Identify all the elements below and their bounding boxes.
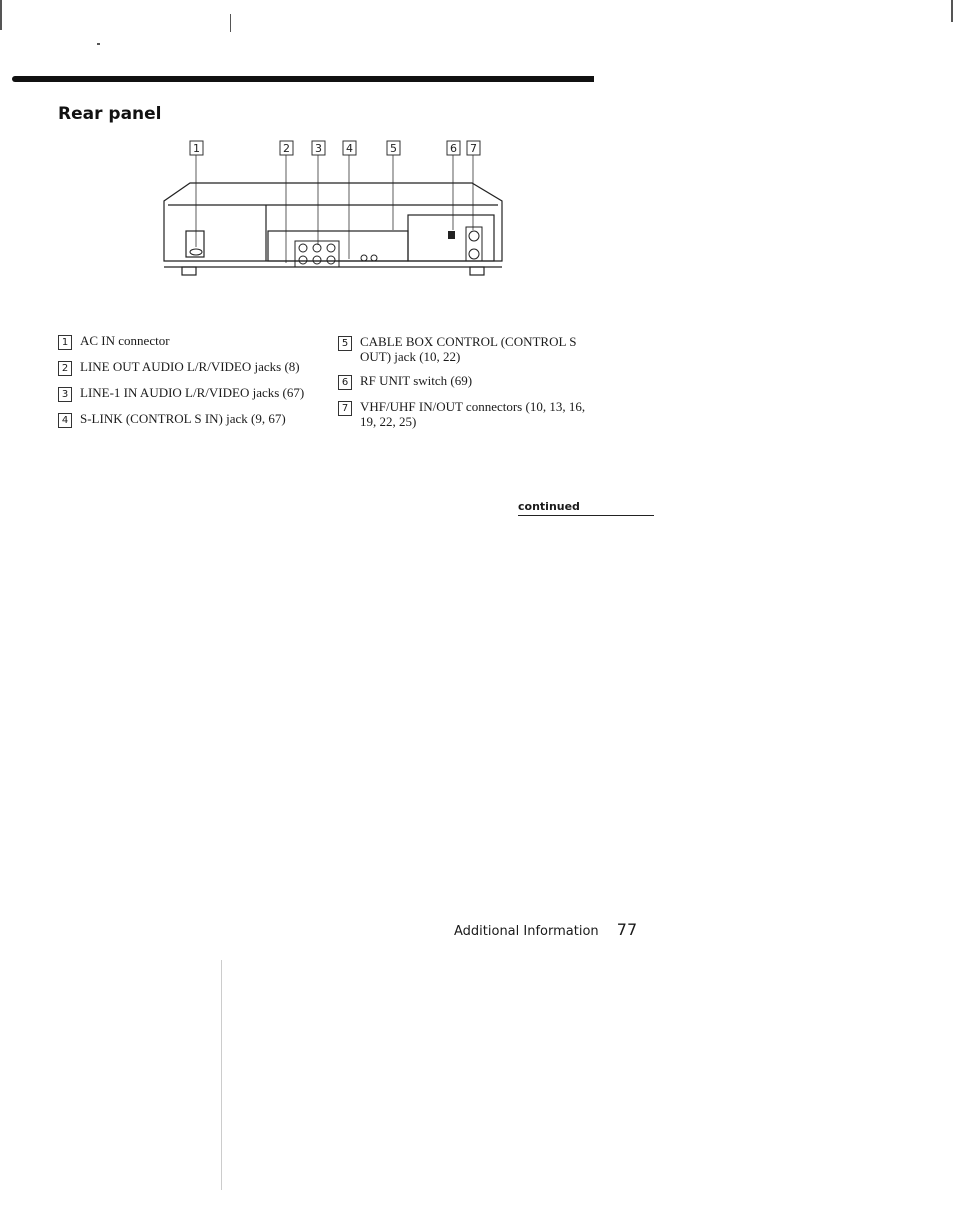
rear-panel-diagram [150,135,520,285]
legend-text: LINE OUT AUDIO L/R/VIDEO jacks (8) [80,359,300,374]
continued-rule [518,515,654,516]
callout-6 [447,141,460,155]
legend-number: 5 [338,336,352,351]
section-title: Rear panel [58,104,162,124]
legend-text: AC IN connector [80,333,170,348]
legend-text: VHF/UHF IN/OUT connectors (10, 13, 16, 19, 22, 25) [360,399,586,429]
legend-item [58,411,318,428]
footer-section: Additional Information [454,924,599,939]
legend-item [58,333,318,350]
scan-artifact [97,43,100,45]
legend-text: LINE-1 IN AUDIO L/R/VIDEO jacks (67) [80,385,305,400]
legend-number: 7 [338,401,352,416]
legend-number: 1 [58,335,72,350]
legend-number: 4 [58,413,72,428]
legend-item [338,334,598,364]
callout-4 [343,141,356,155]
scan-artifact [221,960,222,1190]
scan-edge-mark [951,0,953,22]
vcr-body [164,183,502,275]
legend-number: 3 [58,387,72,402]
vhf-uhf-connectors [466,227,482,261]
svg-text:2: 2 [283,142,290,155]
callout-7 [467,141,480,155]
s-link-jacks [361,255,377,261]
svg-text:4: 4 [346,142,353,155]
ac-in-connector [190,249,202,255]
audio-video-jacks [295,241,339,267]
legend-text: RF UNIT switch (69) [360,373,473,388]
legend-number: 6 [338,375,352,390]
legend-text: CABLE BOX CONTROL (CONTROL S OUT) jack (10, 22) [360,334,577,364]
page-number: 77 [616,920,638,939]
legend-item [58,359,318,376]
scan-edge-mark [0,0,2,30]
legend-item [338,399,598,429]
callout-3 [312,141,325,155]
svg-text:7: 7 [470,142,477,155]
page-footer [454,920,637,939]
legend-item [338,373,598,390]
svg-text:3: 3 [315,142,322,155]
callout-5 [387,141,400,155]
legend-text: S-LINK (CONTROL S IN) jack (9, 67) [80,411,286,426]
rf-unit-switch [448,231,455,239]
legend-number: 2 [58,361,72,376]
legend-item [58,385,318,402]
top-rule [12,76,594,82]
callout-2 [280,141,293,155]
svg-text:5: 5 [390,142,397,155]
svg-text:6: 6 [450,142,457,155]
legend-left-column [58,333,318,437]
callout-1 [190,141,203,155]
continued-label: continued [518,500,580,513]
svg-text:1: 1 [193,142,200,155]
scan-artifact [230,14,231,32]
legend-right-column [338,334,598,438]
